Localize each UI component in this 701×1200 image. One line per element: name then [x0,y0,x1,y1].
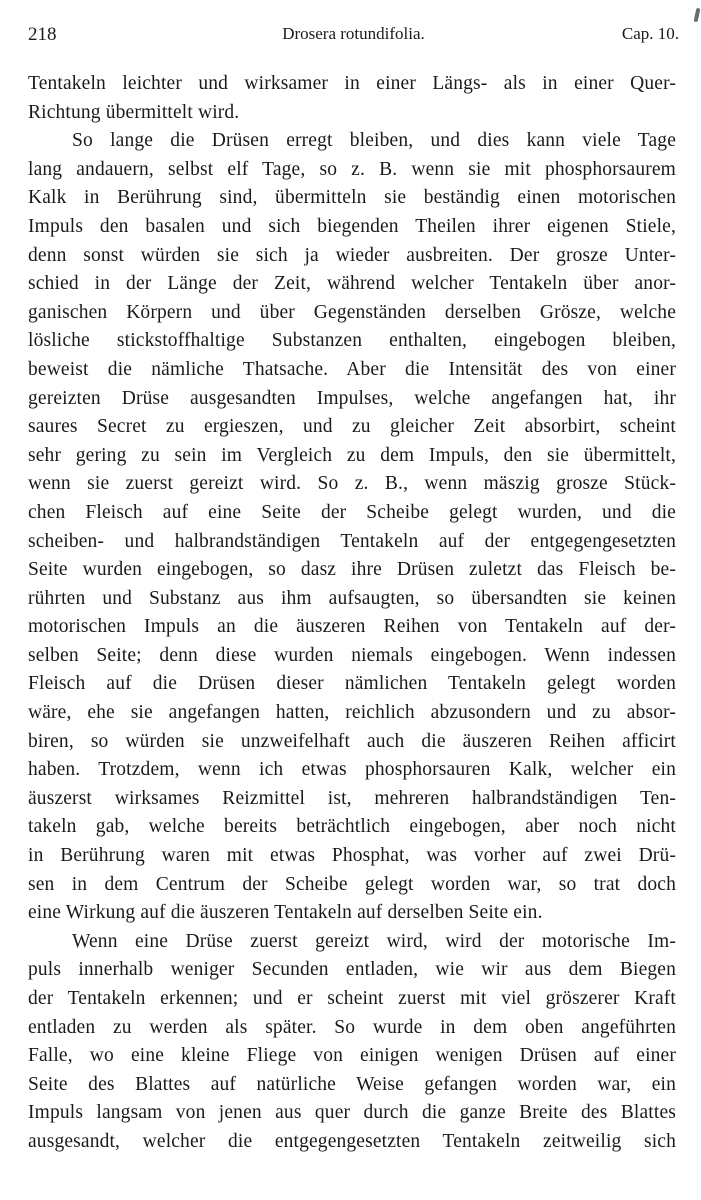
text-line: der Tentakeln erkennen; und er scheint zuerst mit viel gröszerer Kraft [28,988,676,1009]
running-title: Drosera rotundifolia. [282,24,425,43]
text-line: motorischen Impuls an die äuszeren Reihen von Tentakeln auf der- [28,616,676,638]
text-line: entladen zu werden als später. So wurde in dem oben angeführten [28,1016,676,1038]
paragraph [28,70,676,127]
text-line: biren, so würden sie unzweifelhaft auch die äuszeren Reihen afficirt [28,730,676,752]
page-edge-mark [694,8,701,23]
paragraph [28,127,676,928]
text-line: saures Secret zu ergieszen, und zu gleicher Zeit absorbirt, scheint [28,416,676,438]
text-line: Fleisch auf die Drüsen dieser nämlichen Tentakeln gelegt worden [28,673,676,695]
text-line: selben Seite; denn diese wurden niemals eingebogen. Wenn indessen [28,644,676,666]
text-line: Kalk in Berührung sind, übermitteln sie beständig einen motorischen [28,187,676,209]
text-line: lang andauern, selbst elf Tage, so z. B. wenn sie mit phosphorsaurem [28,158,676,180]
text-line: beweist die nämliche Thatsache. Aber die Intensität des von einer [28,358,676,380]
chapter-label: Cap. 10. [621,24,679,43]
text-line: haben. Trotzdem, wenn ich etwas phosphorsauren Kalk, welcher ein [28,759,676,781]
text-line: sehr gering zu sein im Vergleich zu dem Impuls, den sie übermittelt, [28,444,676,466]
text-line: chen Fleisch auf eine Seite der Scheibe gelegt wurden, und die [28,501,676,523]
text-line: puls innerhalb weniger Secunden entladen, wie wir aus dem Biegen [28,959,676,981]
text-line: ausgesandt, welcher die entgegengesetzten Tentakeln zeitweilig sich [28,1130,676,1152]
text-line: rührten und Substanz aus ihm aufsaugten, so übersandten sie keinen [28,587,676,609]
text-line: takeln gab, welche bereits beträchtlich eingebogen, aber noch nicht [28,816,676,838]
running-header [28,24,679,52]
text-line: So lange die Drüsen erregt bleiben, und dies kann viele Tage [72,130,676,152]
text-line: scheiben- und halbrandständigen Tentakeln auf der entgegengesetzten [28,530,676,552]
text-line: denn sonst würden sie sich ja wieder ausbreiten. Der grosze Unter- [28,244,676,266]
text-line: Seite des Blattes auf natürliche Weise gefangen worden war, ein [28,1073,676,1095]
text-line: Seite wurden eingebogen, so dasz ihre Drüsen zuletzt das Fleisch be- [28,559,676,581]
text-line: eine Wirkung auf die äuszeren Tentakeln auf derselben Seite ein. [28,902,543,924]
page-number: 218 [28,24,57,45]
text-line: wenn sie zuerst gereizt wird. So z. B., wenn mäszig grosze Stück- [28,473,676,495]
text-line: lösliche stickstoffhaltige Substanzen enthalten, eingebogen bleiben, [28,330,676,352]
text-line: Impuls langsam von jenen aus quer durch die ganze Breite des Blattes [28,1102,676,1124]
text-line: wäre, ehe sie angefangen hatten, reichlich abzusondern und zu absor- [28,702,676,724]
text-line: in Berührung waren mit etwas Phosphat, was vorher auf zwei Drü- [28,845,676,867]
text-line: Falle, wo eine kleine Fliege von einigen wenigen Drüsen auf einer [28,1045,676,1067]
text-line: äuszerst wirksames Reizmittel ist, mehreren halbrandständigen Ten- [28,787,676,809]
text-line: Tentakeln leichter und wirksamer in einer Längs- als in einer Quer- [28,73,676,94]
text-line: Impuls den basalen und sich biegenden Theilen ihrer eigenen Stiele, [28,215,676,237]
text-line: Wenn eine Drüse zuerst gereizt wird, wird der motorische Im- [72,930,676,952]
text-line: ganischen Körpern und über Gegenständen derselben Grösze, welche [28,301,676,323]
text-line: gereizten Drüse ausgesandten Impulses, welche angefangen hat, ihr [28,387,676,409]
body-text [28,70,676,1157]
text-line: sen in dem Centrum der Scheibe gelegt worden war, so trat doch [28,873,676,895]
paragraph [28,928,676,1157]
text-line: schied in der Länge der Zeit, während welcher Tentakeln über anor- [28,273,676,295]
text-line: Richtung übermittelt wird. [28,101,240,123]
